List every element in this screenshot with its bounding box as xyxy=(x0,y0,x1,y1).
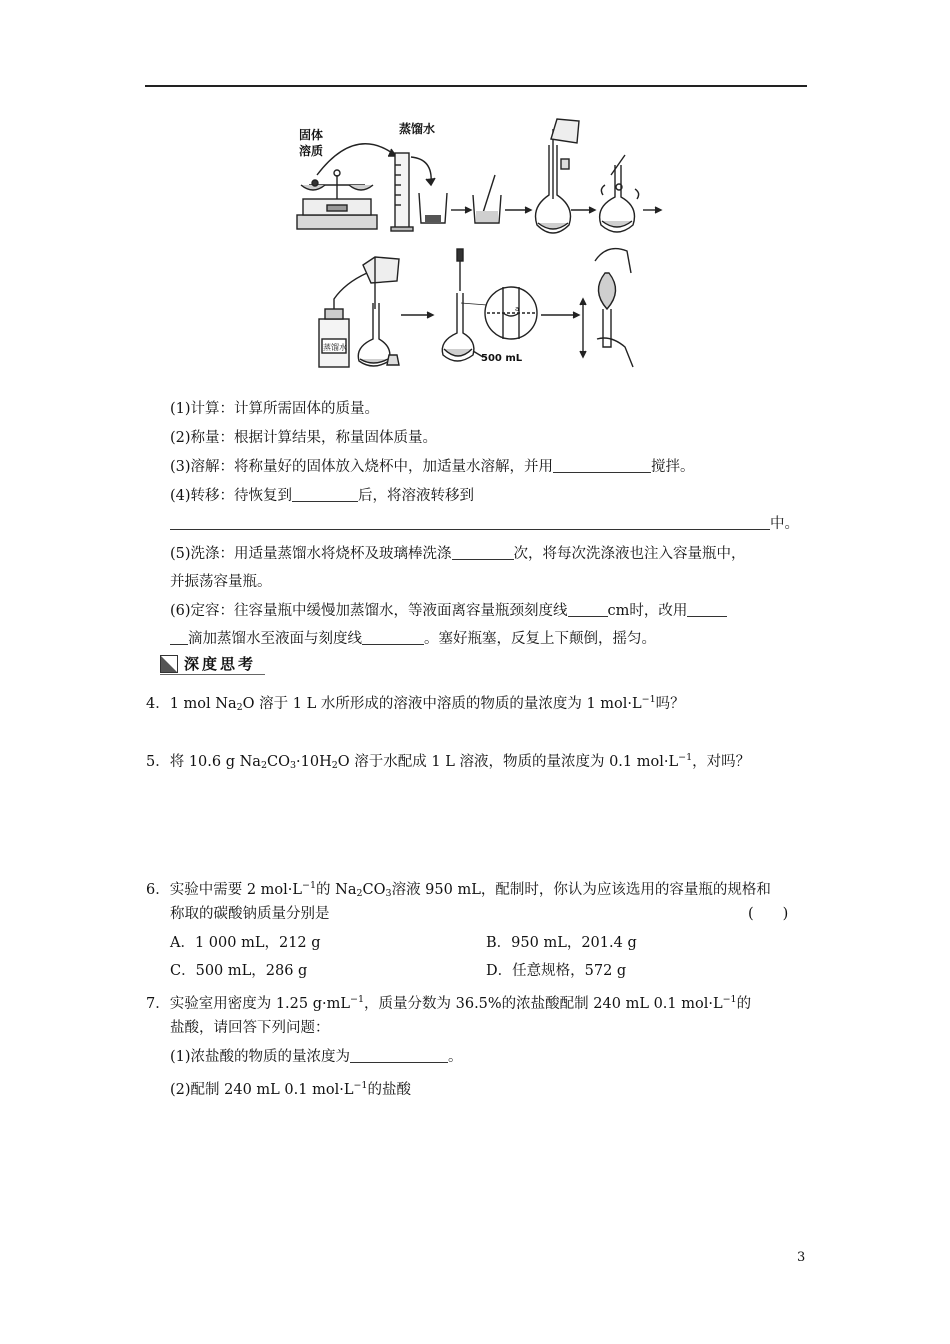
section-marker-icon xyxy=(160,655,178,673)
step-6-text-a: (6)定容：往容量瓶中缓慢加蒸馏水，等液面离容量瓶颈刻度线 xyxy=(170,603,568,619)
step-6 xyxy=(170,601,727,621)
section-heading-text: 深度思考 xyxy=(184,655,257,673)
stirring-illustration xyxy=(473,175,501,223)
answer-blank[interactable] xyxy=(553,458,651,473)
step-3 xyxy=(170,457,695,477)
option-b[interactable]: B．950 mL，201.4 g xyxy=(486,935,637,951)
answer-blank[interactable] xyxy=(687,602,727,617)
step-4-text-b: 后，将溶液转移到 xyxy=(358,488,475,504)
answer-blank[interactable] xyxy=(292,487,358,502)
step-4-text-c: 中。 xyxy=(770,516,799,532)
step-2-text: (2)称量：根据计算结果，称量固体质量。 xyxy=(170,430,438,446)
procedure-figure-bottom xyxy=(315,243,645,370)
option-a[interactable]: A．1 000 mL，212 g xyxy=(170,935,321,951)
step-4-cont xyxy=(170,514,799,534)
cylinder-illustration xyxy=(391,153,413,231)
rinse-transfer-illustration xyxy=(358,257,399,366)
step-4-text-a: (4)转移：待恢复到 xyxy=(170,488,293,504)
answer-blank[interactable] xyxy=(170,630,188,645)
step-5-cont xyxy=(170,572,272,592)
answer-blank[interactable] xyxy=(568,602,608,617)
step-2 xyxy=(170,428,437,448)
beaker-illustration xyxy=(419,193,447,223)
answer-blank[interactable] xyxy=(452,545,514,560)
step-5 xyxy=(170,544,746,564)
option-d[interactable]: D．任意规格，572 g xyxy=(486,963,627,979)
question-7-part-2: (2)配制 240 mL 0.1 $mol\cdot L^{-1}$的盐酸 xyxy=(170,1080,411,1098)
wash-bottle-illustration xyxy=(319,273,367,367)
flask-volume-label: 500 mL xyxy=(481,353,523,364)
question-6-cont: 称取的碳酸钠质量分别是 xyxy=(170,906,330,922)
mark-label: a xyxy=(515,305,520,313)
transfer-illustration xyxy=(536,119,580,233)
question-7-part-1: (1)浓盐酸的物质的量浓度为 。 xyxy=(170,1049,463,1065)
step-6-cont xyxy=(170,629,656,649)
option-c[interactable]: C．500 mL，286 g xyxy=(170,963,308,979)
step-5-text-c: 并振荡容量瓶。 xyxy=(170,574,272,590)
step-3-text-b: 搅拌。 xyxy=(651,459,695,475)
answer-blank[interactable] xyxy=(170,515,770,530)
step-4 xyxy=(170,486,474,506)
bottle-label: 蒸馏水 xyxy=(323,343,347,352)
balance-illustration xyxy=(297,170,377,229)
step-6-text-d: 。塞好瓶塞，反复上下颠倒，摇匀。 xyxy=(424,631,656,647)
question-6-answer-paren[interactable]: ( ) xyxy=(748,906,789,922)
answer-blank[interactable] xyxy=(362,630,424,645)
section-heading-underline xyxy=(160,674,265,675)
question-5: 5．将 10.6 g $Na_2CO_3\cdot 10H_2O$ 溶于水配成 1 L 溶液，物质的量浓度为 0.1 $mol\cdot L^{-1}$，对吗？ xyxy=(146,752,751,771)
inversion-illustration xyxy=(580,249,633,367)
step-1 xyxy=(170,399,379,419)
step-3-text-a: (3)溶解：将称量好的固体放入烧杯中，加适量水溶解，并用 xyxy=(170,459,554,475)
step-5-text-b: 次，将每次洗涤液也注入容量瓶中， xyxy=(513,546,746,562)
answer-blank[interactable] xyxy=(350,1048,448,1063)
solute-label-2: 溶质 xyxy=(299,144,324,158)
step-5-text-a: (5)洗涤：用适量蒸馏水将烧杯及玻璃棒洗涤 xyxy=(170,546,452,562)
question-7-cont: 盐酸，请回答下列问题： xyxy=(170,1020,330,1036)
swirl-illustration xyxy=(600,155,639,232)
question-4: 4．1 mol $Na_2O$ 溶于 1 L 水所形成的溶液中溶质的物质的量浓度为 1 $mol\cdot L^{-1}$吗？ xyxy=(146,694,685,713)
page-number: 3 xyxy=(797,1250,806,1265)
question-7: 7．实验室用密度为 1.25 $g\cdot mL^{-1}$，质量分数为 36.5%的浓盐酸配制 240 mL 0.1 $mol\cdot L^{-1}$的 xyxy=(146,994,752,1012)
step-6-text-b: cm时，改用 xyxy=(607,603,688,619)
step-6-text-c: 滴加蒸馏水至液面与刻度线 xyxy=(188,631,362,647)
dropper-illustration xyxy=(442,249,483,361)
procedure-figure-top xyxy=(295,115,665,240)
solute-label-1: 固体 xyxy=(299,128,324,142)
section-heading xyxy=(160,653,265,675)
step-1-text: (1)计算：计算所需固体的质量。 xyxy=(170,401,380,417)
question-6: 6．实验中需要 2 $mol\cdot L^{-1}$的 $Na_2CO_3$溶液 950 mL，配制时，你认为应该选用的容量瓶的规格和 xyxy=(146,880,771,899)
meniscus-zoom-illustration xyxy=(461,287,537,339)
distilled-water-label: 蒸馏水 xyxy=(399,122,436,136)
header-rule xyxy=(145,85,807,87)
